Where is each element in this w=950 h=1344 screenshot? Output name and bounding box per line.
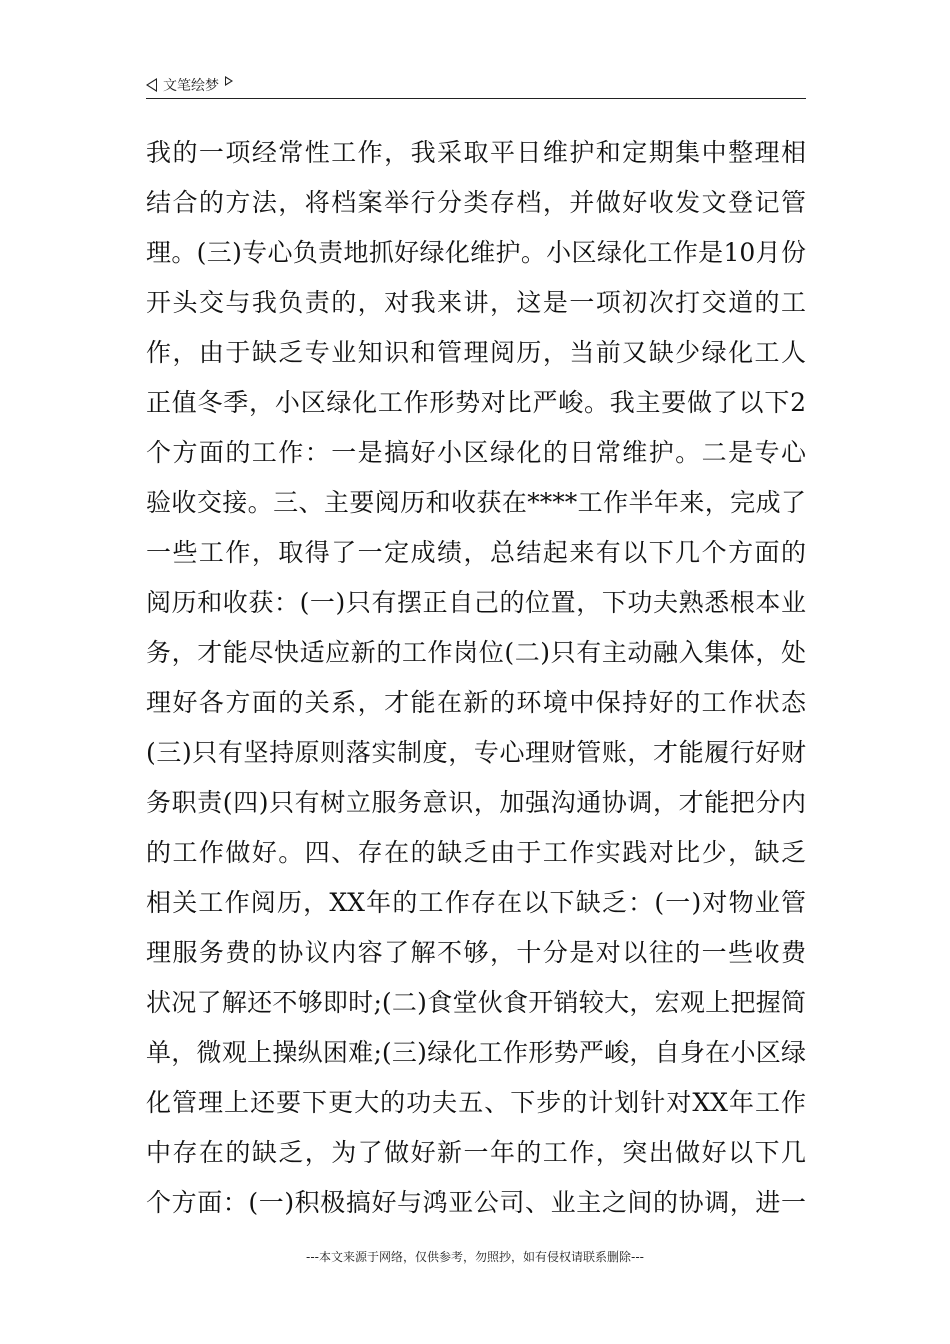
header-title: 文笔绘梦: [163, 78, 219, 94]
body-line: 中存在的缺乏，为了做好新一年的工作，突出做好以下几: [146, 1138, 806, 1167]
body-line: 理。(三)专心负责地抓好绿化维护。小区绿化工作是10月份: [146, 238, 806, 267]
body-line: 单，微观上操纵困难;(三)绿化工作形势严峻，自身在小区绿: [146, 1038, 806, 1067]
body-line: 结合的方法，将档案举行分类存档，并做好收发文登记管: [146, 188, 806, 217]
body-line: (三)只有坚持原则落实制度，专心理财管账，才能履行好财: [146, 738, 806, 767]
body-line: 理好各方面的关系，才能在新的环境中保持好的工作状态: [146, 688, 806, 717]
body-line: 相关工作阅历，XX年的工作存在以下缺乏：(一)对物业管: [146, 888, 806, 917]
body-line: 务职责(四)只有树立服务意识，加强沟通协调，才能把分内: [146, 788, 806, 817]
body-line: 个方面：(一)积极搞好与鸿亚公司、业主之间的协调，进一: [146, 1188, 806, 1217]
body-line: 状况了解还不够即时;(二)食堂伙食开销较大，宏观上把握简: [146, 988, 806, 1017]
body-line: 开头交与我负责的，对我来讲，这是一项初次打交道的工: [146, 288, 806, 317]
body-line: 务，才能尽快适应新的工作岗位(二)只有主动融入集体，处: [146, 638, 806, 667]
body-line: 验收交接。三、主要阅历和收获在****工作半年来，完成了: [146, 488, 806, 517]
body-line: 正值冬季，小区绿化工作形势对比严峻。我主要做了以下2: [146, 388, 806, 417]
body-line: 我的一项经常性工作，我采取平日维护和定期集中整理相: [146, 138, 806, 167]
page-header: [146, 72, 806, 98]
header-divider: [146, 98, 806, 99]
body-line: 理服务费的协议内容了解不够，十分是对以往的一些收费: [146, 938, 806, 967]
document-body: [146, 128, 806, 1228]
body-line: 一些工作，取得了一定成绩，总结起来有以下几个方面的: [146, 538, 806, 567]
footer-notice: ---本文来源于网络，仅供参考，勿照抄，如有侵权请联系删除---: [306, 1250, 644, 1264]
body-line: 化管理上还要下更大的功夫五、下步的计划针对XX年工作: [146, 1088, 806, 1117]
triangle-left-icon: [146, 78, 157, 92]
body-line: 个方面的工作：一是搞好小区绿化的日常维护。二是专心: [146, 438, 806, 467]
triangle-right-icon: [225, 76, 233, 86]
body-line: 作，由于缺乏专业知识和管理阅历，当前又缺少绿化工人: [146, 338, 806, 367]
body-line: 的工作做好。四、存在的缺乏由于工作实践对比少，缺乏: [146, 838, 806, 867]
body-line: 阅历和收获：(一)只有摆正自己的位置，下功夫熟悉根本业: [146, 588, 806, 617]
